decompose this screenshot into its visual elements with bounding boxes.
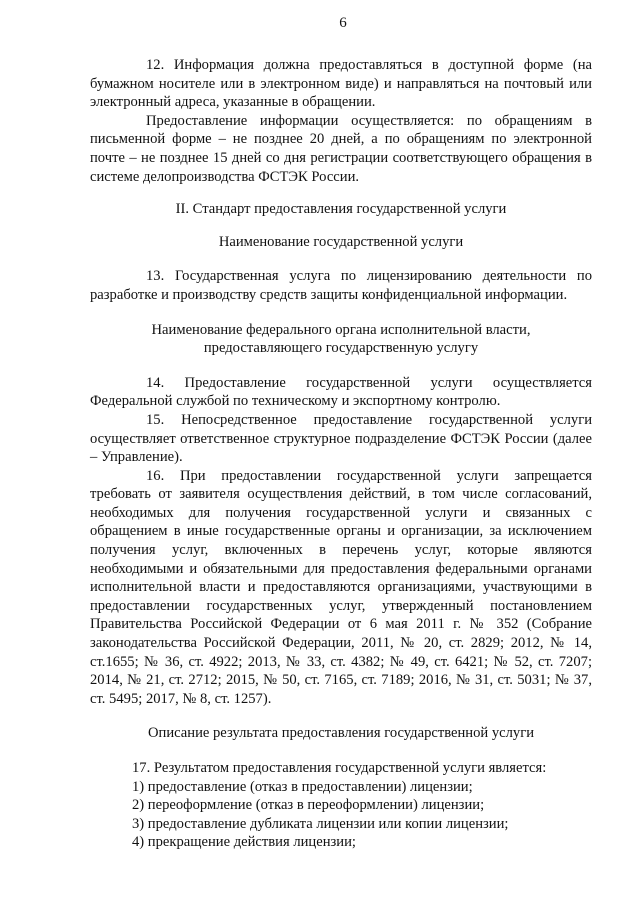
page-number: 6: [339, 15, 347, 31]
paragraph-16: 16. При предоставлении государственной услуги запрещается требовать от заявителя осуществления действий, в том числе согласований, необходимых для получения государственной услуги и связанных с обращением в иные государственные органы и организации, за исключением получения услуг, включенных в перечень услуг, которые являются необходимыми и обязательными для предоставления федеральными органами исполнительной власти и предоставляются организациями, участвующими в предоставлении государственных услуг, утвержденный постановлением Правительства Российской Федерации от 6 мая 2011 г. № 352 (Собрание законодательства Российской Федерации, 2011, № 20, ст. 2829; 2012, № 14, ст.1655; № 36, ст. 4922; 2013, № 33, ст. 4382; № 49, ст. 6421; № 52, ст. 7207; 2014, № 21, ст. 2712; 2015, № 50, ст. 7165, ст. 7189; 2016, № 31, ст. 5031; № 37, ст. 5495; 2017, № 8, ст. 1257).: [90, 467, 592, 707]
heading-result: Описание результата предоставления государственной услуги: [147, 725, 535, 742]
paragraph-14: 14. Предоставление государственной услуги осуществляется Федеральной службой по техническому и экспортному контролю.: [90, 374, 592, 410]
heading-service-name: Наименование государственной услуги: [218, 233, 464, 250]
heading-federal-body-line1: Наименование федерального органа исполнительной власти,: [151, 321, 531, 338]
paragraph-15: 15. Непосредственное предоставление государственной услуги осуществляет ответственное структурное подразделение ФСТЭК России (далее – Управление).: [90, 411, 592, 466]
heading-federal-body-line2: предоставляющего государственную услугу: [203, 340, 479, 357]
list-item-2: 2) переоформление (отказ в переоформлении) лицензии;: [132, 797, 485, 814]
paragraph-13: 13. Государственная услуга по лицензированию деятельности по разработке и производству средств защиты конфиденциальной информации.: [90, 268, 592, 303]
section-heading-2: II. Стандарт предоставления государственной услуги: [175, 201, 507, 218]
paragraph-12: 12. Информация должна предоставляться в доступной форме (на бумажном носителе или в электронном виде) и направляться на почтовый или электронный адреса, указанные в обращении.: [90, 57, 592, 111]
list-item-3: 3) предоставление дубликата лицензии или копии лицензии;: [132, 815, 509, 832]
paragraph-12-continued: Предоставление информации осуществляется: по обращениям в письменной форме – не позднее 20 дней, а по обращениям по электронной почте – не позднее 15 дней со дня регистрации соответствующего обращения в системе делопроизводства ФСТЭК России.: [90, 112, 592, 185]
list-item-1: 1) предоставление (отказ в предоставлении) лицензии;: [132, 778, 473, 795]
list-item-4: 4) прекращение действия лицензии;: [132, 834, 356, 851]
paragraph-17: 17. Результатом предоставления государственной услуги является:: [132, 760, 547, 776]
